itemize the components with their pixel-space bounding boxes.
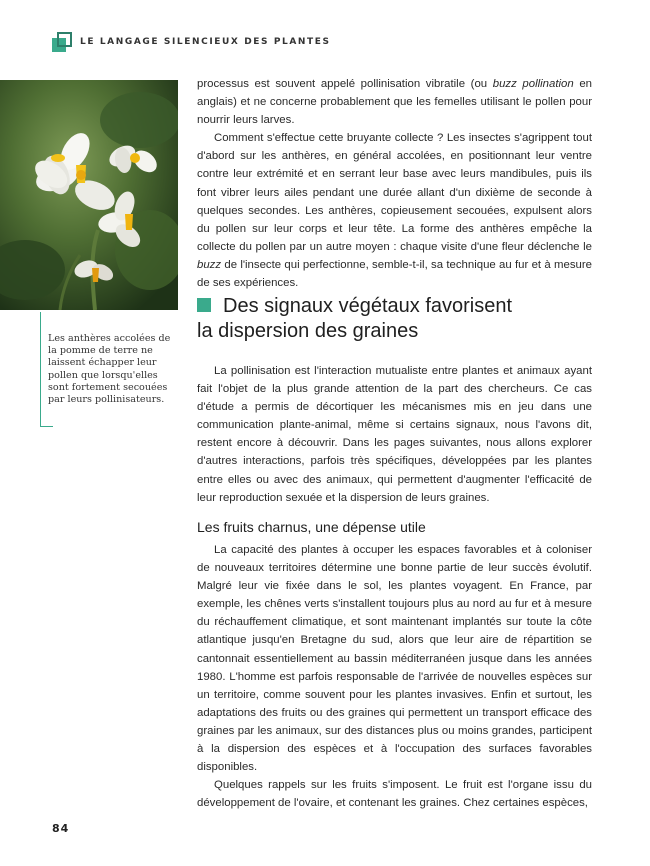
section-title-line2: la dispersion des graines xyxy=(197,320,419,342)
photo-caption: Les anthères accolées de la pomme de terre ne laissent échapper leur pollen que lorsqu'elles sont fortement secouées par leurs pollinisateurs. xyxy=(48,333,171,406)
section-heading xyxy=(197,294,597,344)
subsection-text xyxy=(197,541,592,812)
subsection-paragraph-2: Quelques rappels sur les fruits s'imposent. Le fruit est l'organe issu du développement de l'ovaire, et contenant les graines. Chez certaines espèces, xyxy=(197,779,592,810)
section-paragraph-1: La pollinisation est l'interaction mutualiste entre plantes et animaux ayant fait l'objet de la plus grande attention de la part des chercheurs. Ce cas d'étude a permis de décortiquer les mécanismes mis en jeu dans une communication plante-animal, même si certains signaux, nous l'avons dit, restent encore à découvrir. Dans les pages suivantes, nous allons explorer d'autres interactions, parfois très spécifiques, développées par les plantes entre elles ou avec des animaux, qui permettent d'augmenter l'efficacité de leur reproduction sexuée et la dispersion de leurs graines. xyxy=(197,365,592,504)
section-heading-marker xyxy=(197,298,211,312)
subsection-paragraph-1: La capacité des plantes à occuper les espaces favorables et à coloniser de nouveaux territoires détermine une bonne partie de leur succès évolutif. Malgré leur vie fixée dans le sol, les plantes voyagent. En France, par exemple, les chênes verts s'installent toujours plus au nord au fur et à mesure du réchauffement climatique, et sont maintenant implantés sur toute la côte atlantique jusqu'en Bretagne du sud, alors que leur aire de répartition se cantonnait essentiellement au bassin méditerranéen jusque dans les années 1980. L'homme est parfois responsable de l'arrivée de nouvelles espèces sur un territoire, comme souvent pour les plantes invasives. Enfin et surtout, les adaptations des fruits ou des graines qui permettent un transport efficace des graines par les animaux, sur des distances plus ou moins grandes, participent à la dispersion des espèces et à l'occupation des surfaces favorables disponibles. xyxy=(197,544,592,774)
section-text xyxy=(197,362,592,507)
section-title-line1: Des signaux végétaux favorisent xyxy=(223,295,513,317)
intro-paragraph-1: processus est souvent appelé pollinisation vibratile (ou buzz pollination en anglais) et ne concerne probablement que les femelles utilisant le pollen pour nourrir leurs larves. xyxy=(197,78,592,127)
subsection-title: Les fruits charnus, une dépense utile xyxy=(197,519,426,535)
intro-paragraph-2: Comment s'effectue cette bruyante collecte ? Les insectes s'agrippent tout d'abord sur les anthères, en général accolées, en positionnant leur ventre contre leur extrémité et en serrant leur base avec leurs mandibules, puis ils font vibrer leurs ailes pendant une durée allant d'un dixième de seconde à quelques secondes. Les anthères, copieusement secouées, expulsent alors du pollen sur leur corps et leur tête. La forme des anthères empêche la collecte du pollen par un autre moyen : chaque visite d'une fleur déclenche le buzz de l'insecte qui perfectionne, semble-t-il, sa technique au fur et à mesure de ses expériences. xyxy=(197,132,592,290)
page-number: 84 xyxy=(52,822,70,835)
potato-flower-photo xyxy=(0,80,178,310)
header-logo-mark xyxy=(52,32,74,54)
intro-text xyxy=(197,75,592,292)
running-title: LE LANGAGE SILENCIEUX DES PLANTES xyxy=(80,37,331,47)
